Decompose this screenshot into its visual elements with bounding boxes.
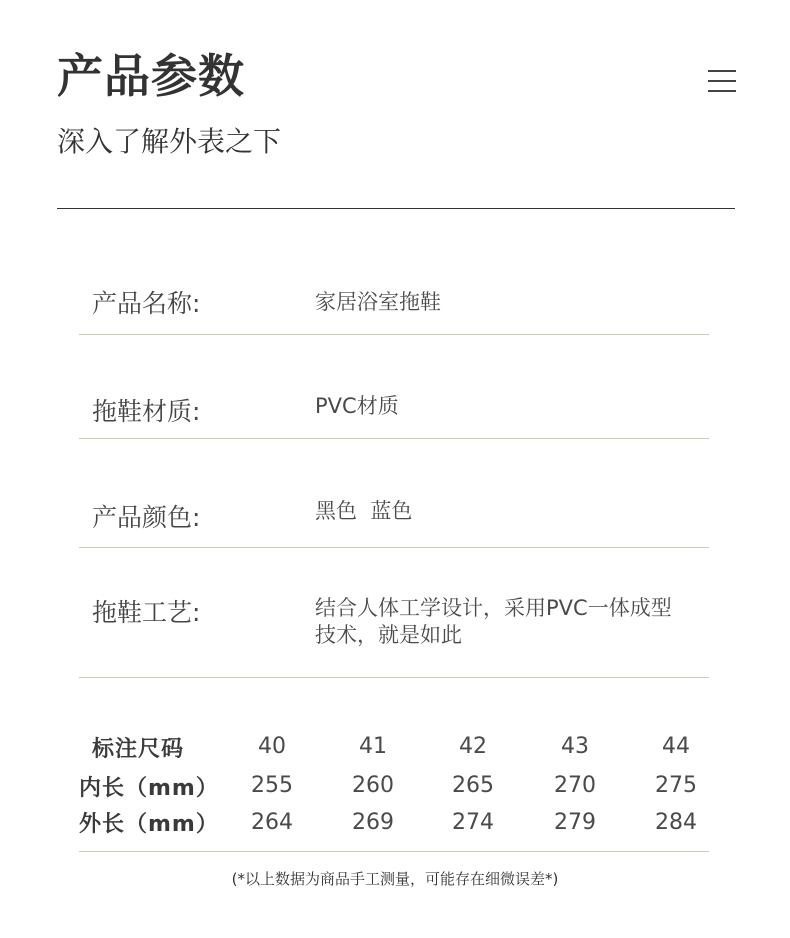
page-title: 产品参数: [57, 49, 245, 103]
size-cell: 255: [251, 773, 293, 798]
spec-value-color: 黑色 蓝色: [315, 499, 413, 523]
size-cell: 44: [662, 734, 690, 759]
size-cell: 269: [352, 810, 394, 835]
page-subtitle: 深入了解外表之下: [57, 125, 282, 158]
size-cell: 260: [352, 773, 394, 798]
spec-label-name: 产品名称:: [92, 289, 201, 318]
size-cell: 275: [655, 773, 697, 798]
spec-label-color: 产品颜色:: [92, 503, 201, 532]
row-divider: [79, 334, 709, 335]
spec-value-name: 家居浴室拖鞋: [315, 290, 441, 314]
row-divider: [79, 438, 709, 439]
size-cell: 279: [554, 810, 596, 835]
row-divider: [79, 677, 709, 678]
size-cell: 284: [655, 810, 697, 835]
size-cell: 264: [251, 810, 293, 835]
size-cell: 270: [554, 773, 596, 798]
menu-icon[interactable]: [708, 70, 736, 98]
size-cell: 274: [452, 810, 494, 835]
footnote: (*以上数据为商品手工测量，可能存在细微误差*): [231, 870, 559, 888]
size-cell: 42: [459, 734, 487, 759]
row-divider: [79, 547, 709, 548]
spec-label-material: 拖鞋材质:: [92, 397, 201, 426]
size-row-label: 标注尺码: [92, 737, 185, 762]
size-cell: 41: [359, 734, 387, 759]
size-cell: 265: [452, 773, 494, 798]
size-cell: 43: [561, 734, 589, 759]
size-cell: 40: [258, 734, 286, 759]
inner-length-label: 内长（mm）: [79, 776, 219, 801]
spec-value-material: PVC材质: [315, 394, 399, 418]
row-divider: [79, 851, 709, 852]
spec-label-craft: 拖鞋工艺:: [92, 598, 201, 627]
spec-value-craft-line1: 结合人体工学设计，采用PVC一体成型: [315, 596, 672, 620]
header-divider: [57, 208, 735, 209]
outer-length-label: 外长（mm）: [79, 812, 219, 837]
spec-value-craft-line2: 技术，就是如此: [315, 623, 462, 647]
